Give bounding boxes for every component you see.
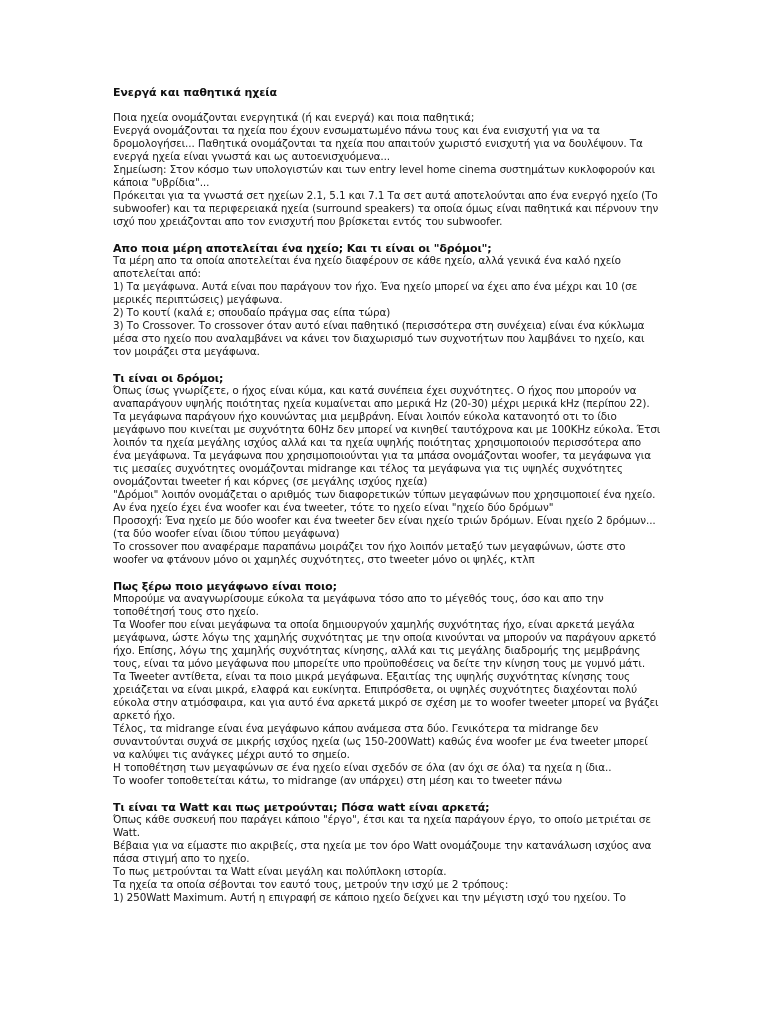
section-paragraph: Όπως ίσως γνωρίζετε, ο ήχος είναι κύμα, και κατά συνέπεια έχει συχνότητες. Ο ήχος που μπορούν να αναπαράγουν υψηλής ποιότητας ηχεία κυμαίνεται απο μερικά Hz (20-30) μέχρι μερικά kHz (περίπου 22). Τα μεγάφωνα παράγουν ήχο κουνώντας μια μεμβράνη. Είναι λοιπόν εύκολα κατανοητό οτι το ίδιο μεγάφωνο που κινείται με συχνότητα 60Hz δεν μπορεί να κινηθεί ταυτόχρονα και με 100KHz εύκολα. Έτσι λοιπόν τα ηχεία μεγάλης ισχύος αλλά και τα ηχεία υψηλής ποιότητας χρησιμοποιούν περισσότερα απο ένα μεγάφωνα. Τα μεγάφωνα που χρησιμοποιούνται για τα μπάσα ονομάζονται woofer, τα μεγάφωνα για τις μεσαίες συχνότητες ονομάζονται midrange και τέλος τα μεγάφωνα για τις υψηλές συχνότητες ονομάζονται tweeter ή και κόρνες (σε μεγάλης ισχύος ηχεία) <box>113 385 661 488</box>
section-paragraph: Το woofer τοποθετείται κάτω, το midrange (αν υπάρχει) στη μέση και το tweeter πάνω <box>113 775 563 787</box>
section-paragraph: Η τοποθέτηση των μεγαφώνων σε ένα ηχείο είναι σχεδόν σε όλα (αν όχι σε όλα) τα ηχεία η ίδια.. <box>113 762 612 774</box>
section-heading: Τι είναι οι δρόμοι; <box>113 372 224 385</box>
section-heading: Απο ποια μέρη αποτελείται ένα ηχείο; Και τι είναι οι "δρόμοι"; <box>113 242 492 255</box>
section-paragraph: Το crossover που αναφέραμε παραπάνω μοιράζει τον ήχο λοιπόν μεταξύ των μεγαφώνων, ώστε στο woofer να φτάνουν μόνο οι χαμηλές συχνότητες, στο tweeter μόνο οι ψηλές, κτλπ <box>113 541 626 566</box>
section-paragraph: Τα Tweeter αντίθετα, είναι τα ποιο μικρά μεγάφωνα. Εξαιτίας της υψηλής συχνότητας κίνησης τους χρειάζεται να είναι μικρά, ελαφρά και ευκίνητα. Επιπρόσθετα, οι υψηλές συχνότητες διαχέονται πολύ εύκολα στην ατμόσφαιρα, και για αυτό ένα αρκετά μικρό σε σχέση με το woofer tweeter μπορεί να βγάζει αρκετό ήχο. <box>113 671 659 722</box>
document-title: Ενεργά και παθητικά ηχεία <box>113 86 277 99</box>
section-paragraph: Όπως κάθε συσκευή που παράγει κάποιο "έργο", έτσι και τα ηχεία παράγουν έργο, το οποίο μετριέται σε Watt. <box>113 814 651 839</box>
intro-paragraph: Ποια ηχεία ονομάζονται ενεργητικά (ή και ενεργά) και ποια παθητικά; <box>113 112 475 124</box>
section-paragraph: Τα μέρη απο τα οποία αποτελείται ένα ηχείο διαφέρουν σε κάθε ηχείο, αλλά γενικά ένα καλό ηχείο αποτελείται από: <box>113 255 621 280</box>
section-paragraph: "Δρόμοι" λοιπόν ονομάζεται ο αριθμός των διαφορετικών τύπων μεγαφώνων που χρησιμοποιεί ένα ηχείο. Αν ένα ηχείο έχει ένα woofer και ένα tweeter, τότε το ηχείο είναι "ηχείο δύο δρόμων" <box>113 489 656 514</box>
section-paragraph: 3) Το Crossover. Το crossover όταν αυτό είναι παθητικό (περισσότερα στη συνέχεια) είναι ένα κύκλωμα μέσα στο ηχείο που αναλαμβάνει να κάνει τον διαχωρισμό των συχνοτήτων που λαμβάνει το ηχείο, και τον μοιράζει στα μεγάφωνα. <box>113 320 645 358</box>
intro-paragraph: Πρόκειται για τα γνωστά σετ ηχείων 2.1, 5.1 και 7.1 Τα σετ αυτά αποτελούνται απο ένα ενεργό ηχείο (Το subwoofer) και τα περιφερειακά ηχεία (surround speakers) τα οποία όμως είναι παθητικά και πέρνουν την ισχύ που χρειάζονται απο τον ενισχυτή που βρίσκεται εντός του subwoofer. <box>113 190 659 228</box>
section-paragraph: Τα ηχεία τα οποία σέβονται τον εαυτό τους, μετρούν την ισχύ με 2 τρόπους: <box>113 879 509 891</box>
section-paragraph: Τέλος, τα midrange είναι ένα μεγάφωνο κάπου ανάμεσα στα δύο. Γενικότερα τα midrange δεν συναντούνται συχνά σε μικρής ισχύος ηχεία (ως 150-200Watt) καθώς ένα woofer με ένα tweeter μπορεί να καλύψει τις ανάγκες μέχρι αυτό το σημείο. <box>113 723 648 761</box>
section-paragraph: 1) Τα μεγάφωνα. Αυτά είναι που παράγουν τον ήχο. Ένα ηχείο μπορεί να έχει απο ένα μέχρι και 10 (σε μερικές περιπτώσεις) μεγάφωνα. <box>113 281 638 306</box>
intro-paragraph: Σημείωση: Στον κόσμο των υπολογιστών και των entry level home cinema συστημάτων κυκλοφορούν και κάποια "υβρίδια"... <box>113 164 656 189</box>
document-page <box>113 86 661 905</box>
section-paragraph: Τα Woofer που είναι μεγάφωνα τα οποία δημιουργούν χαμηλής συχνότητας ήχο, είναι αρκετά μεγάλα μεγάφωνα, ώστε λόγω της χαμηλής συχνότητας με την οποία κινούνται να μπορούν να παράγουν αρκετό ήχο. Επίσης, λόγω της χαμηλής συχνότητας κίνησης, αλλά και τις μεγάλης διαδρομής της μεμβράνης τους, είναι τα μόνο μεγάφωνα που μπορείτε υπο προϋποθέσεις να δείτε την κίνηση τους με γυμνό μάτι. <box>113 619 657 670</box>
section-paragraph: 1) 250Watt Maximum. Αυτή η επιγραφή σε κάποιο ηχείο δείχνει και την μέγιστη ισχύ του ηχείου. Το <box>113 892 626 904</box>
section-paragraph: 2) Το κουτί (καλά ε; σπουδαίο πράγμα σας είπα τώρα) <box>113 307 391 319</box>
section-heading: Πως ξέρω ποιο μεγάφωνο είναι ποιο; <box>113 580 337 593</box>
section-paragraph: Μπορούμε να αναγνωρίσουμε εύκολα τα μεγάφωνα τόσο απο το μέγεθός τους, όσο και απο την τοποθέτησή τους στο ηχείο. <box>113 593 604 618</box>
section-paragraph: Βέβαια για να είμαστε πιο ακριβείς, στα ηχεία με τον όρο Watt ονομάζουμε την κατανάλωση ισχύος ανα πάσα στιγμή απο το ηχείο. <box>113 840 652 865</box>
intro-paragraph: Ενεργά ονομάζονται τα ηχεία που έχουν ενσωματωμένο πάνω τους και ένα ενισχυτή για να τα δρομολογήσει... Παθητικά ονομάζονται τα ηχεία που απαιτούν χωριστό ενισχυτή για να δουλέψουν. Τα ενεργά ηχεία είναι γνωστά και ως αυτοενισχυόμενα... <box>113 125 643 163</box>
section-paragraph: Προσοχή: Ένα ηχείο με δύο woofer και ένα tweeter δεν είναι ηχείο τριών δρόμων. Είναι ηχείο 2 δρόμων... (τα δύο woofer είναι ίδιου τύπου μεγάφωνα) <box>113 515 656 540</box>
section-heading: Τι είναι τα Watt και πως μετρούνται; Πόσα watt είναι αρκετά; <box>113 801 490 814</box>
section-paragraph: Το πως μετρούνται τα Watt είναι μεγάλη και πολύπλοκη ιστορία. <box>113 866 447 878</box>
